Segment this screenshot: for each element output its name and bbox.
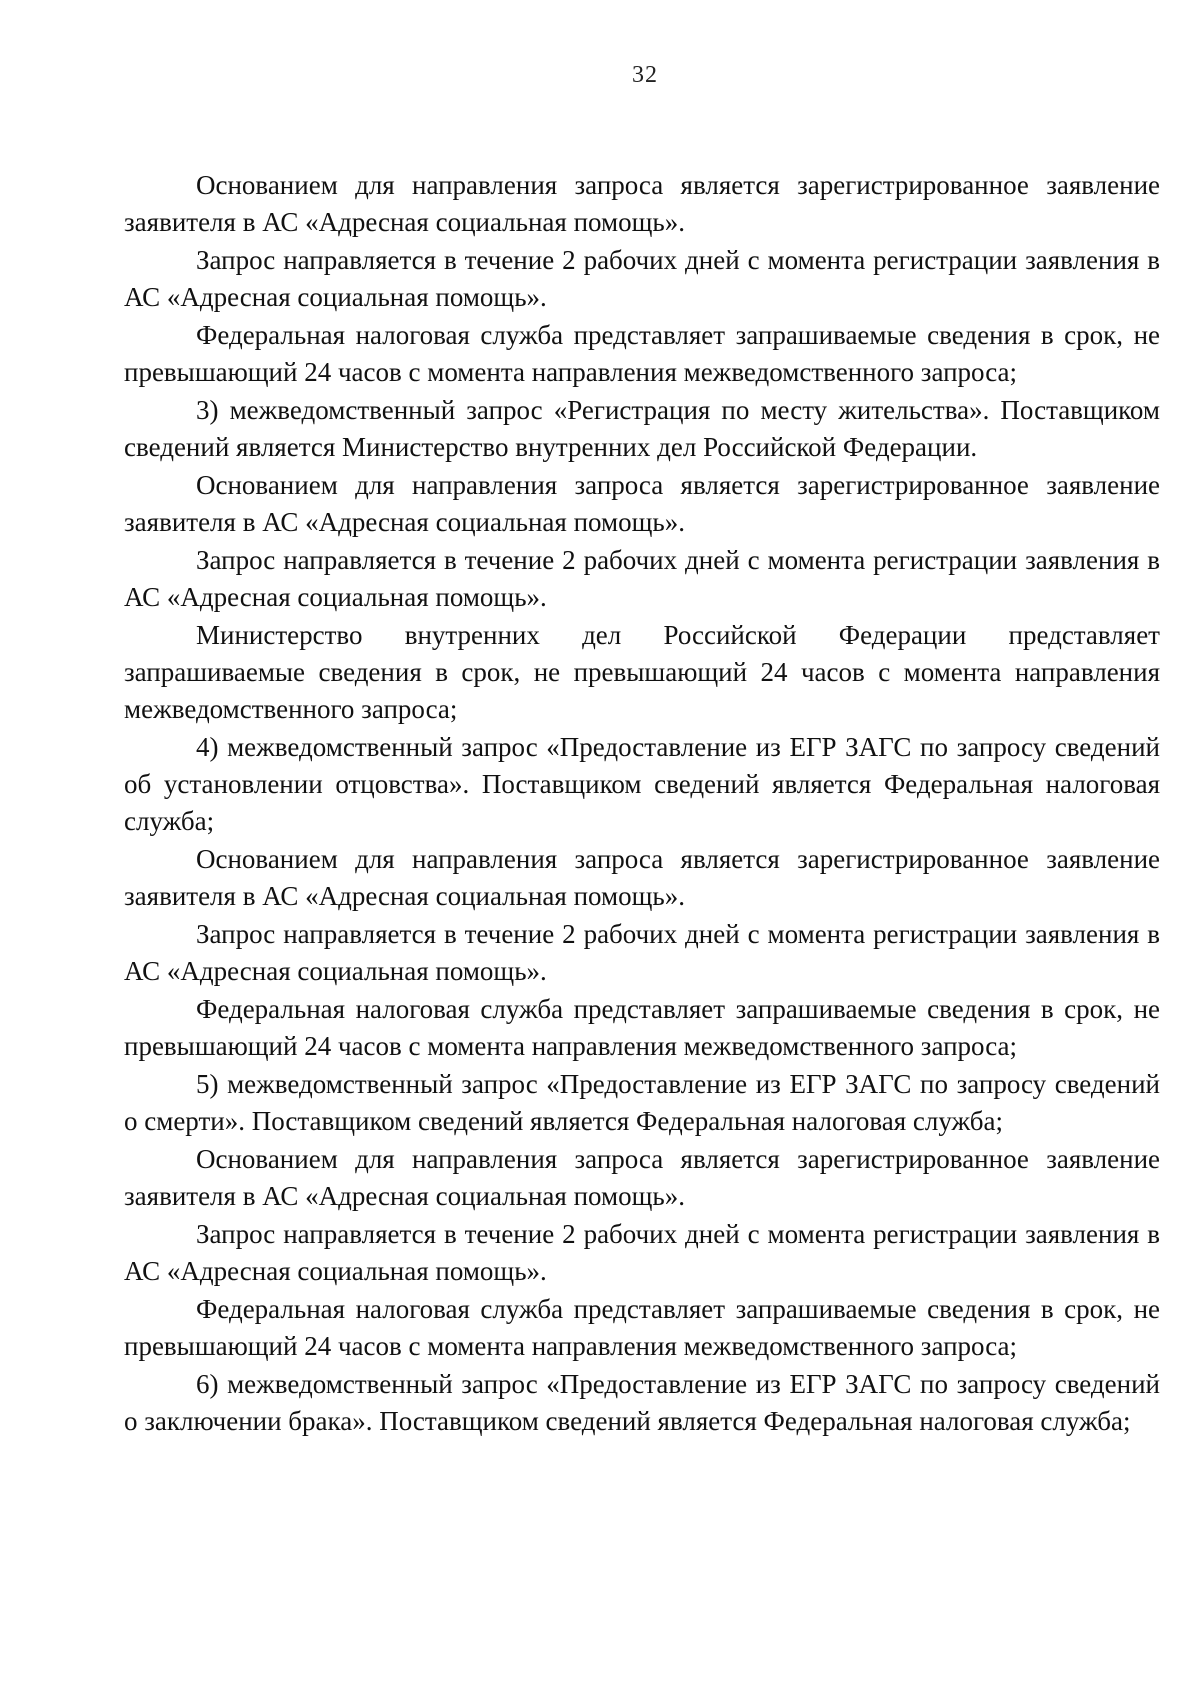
paragraph: Запрос направляется в течение 2 рабочих дней с момента регистрации заявления в АС «Адресная социальная помощь». <box>124 545 1160 612</box>
paragraph: Запрос направляется в течение 2 рабочих дней с момента регистрации заявления в АС «Адресная социальная помощь». <box>124 245 1160 312</box>
paragraph: Федеральная налоговая служба представляет запрашиваемые сведения в срок, не превышающий 24 часов с момента направления межведомственного запроса; <box>124 320 1160 387</box>
paragraph: 6) межведомственный запрос «Предоставление из ЕГР ЗАГС по запросу сведений о заключении брака». Поставщиком сведений является Федеральная налоговая служба; <box>124 1369 1160 1436</box>
document-body <box>124 167 1160 1441</box>
paragraph: Основанием для направления запроса является зарегистрированное заявление заявителя в АС «Адресная социальная помощь». <box>124 844 1160 911</box>
paragraph: Запрос направляется в течение 2 рабочих дней с момента регистрации заявления в АС «Адресная социальная помощь». <box>124 919 1160 986</box>
paragraph: Запрос направляется в течение 2 рабочих дней с момента регистрации заявления в АС «Адресная социальная помощь». <box>124 1219 1160 1286</box>
paragraph: Федеральная налоговая служба представляет запрашиваемые сведения в срок, не превышающий 24 часов с момента направления межведомственного запроса; <box>124 1294 1160 1361</box>
paragraph: 5) межведомственный запрос «Предоставление из ЕГР ЗАГС по запросу сведений о смерти». Поставщиком сведений является Федеральная налоговая служба; <box>124 1069 1160 1136</box>
paragraph: Основанием для направления запроса является зарегистрированное заявление заявителя в АС «Адресная социальная помощь». <box>124 170 1160 237</box>
paragraph: 3) межведомственный запрос «Регистрация по месту жительства». Поставщиком сведений является Министерство внутренних дел Российской Федерации. <box>124 395 1160 462</box>
paragraph: Основанием для направления запроса является зарегистрированное заявление заявителя в АС «Адресная социальная помощь». <box>124 1144 1160 1211</box>
paragraph: Министерство внутренних дел Российской Федерации представляет запрашиваемые сведения в срок, не превышающий 24 часов с момента направления межведомственного запроса; <box>124 620 1160 724</box>
paragraph: 4) межведомственный запрос «Предоставление из ЕГР ЗАГС по запросу сведений об установлении отцовства». Поставщиком сведений является Федеральная налоговая служба; <box>124 732 1160 836</box>
page-number: 32 <box>632 62 658 88</box>
paragraph: Основанием для направления запроса является зарегистрированное заявление заявителя в АС «Адресная социальная помощь». <box>124 470 1160 537</box>
paragraph: Федеральная налоговая служба представляет запрашиваемые сведения в срок, не превышающий 24 часов с момента направления межведомственного запроса; <box>124 994 1160 1061</box>
